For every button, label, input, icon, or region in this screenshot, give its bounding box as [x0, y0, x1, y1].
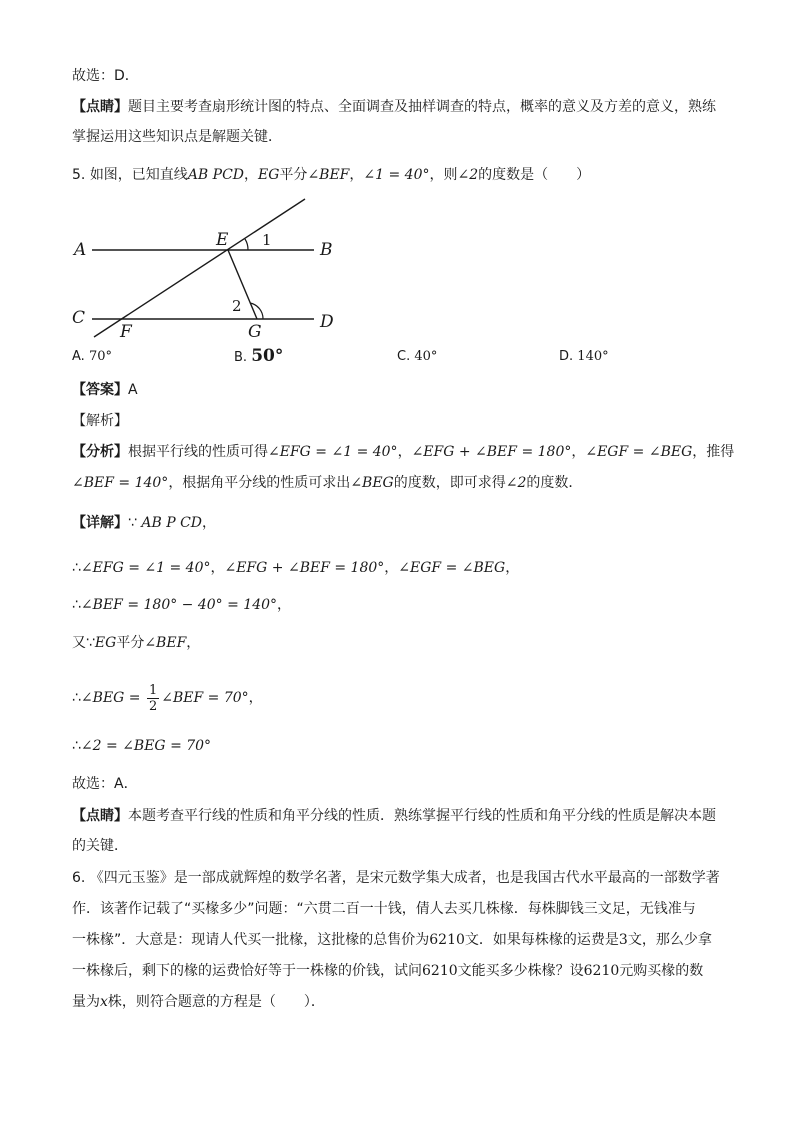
detail-math: ∠BEF = 180° − 40° = 140° [80, 597, 278, 613]
detail-text: ， [202, 515, 217, 531]
detail-tag: 【详解】 [72, 515, 128, 531]
fenxi-math: ∠EFG = ∠1 = 40° [268, 444, 398, 460]
question-6-line5 [72, 992, 325, 1012]
detail-text: ， [186, 635, 201, 651]
label-1: 1 [262, 231, 272, 249]
detail-text: ， [277, 597, 292, 613]
question-6-line1: 6. 《四元玉鉴》是一部成就辉煌的数学名著，是宋元数学集大成者，也是我国古代水平最高的一部数学著 [72, 870, 720, 886]
detail-text: ， [210, 560, 225, 576]
q6-number: 6210 [422, 963, 458, 979]
detail-line6 [72, 736, 211, 756]
fenxi-math: ∠BEG [350, 475, 394, 491]
prev-conclusion: 故选：D． [72, 68, 139, 84]
choice-d[interactable] [559, 349, 609, 364]
symbol-therefore: ∴ [72, 560, 81, 576]
math-eg: EG [258, 167, 280, 183]
q6-text: 文，那么少拿 [627, 932, 712, 948]
question-6-line2: 作．该著作记载了“买椽多少”问题：“六贯二百一十钱，倩人去买几株椽．每株脚钱三文足，无钱准与 [72, 901, 696, 917]
question-5-stem [72, 165, 590, 185]
detail-math: AB P CD [141, 515, 203, 531]
detail-line2 [72, 558, 519, 578]
fenxi-math: ∠EFG + ∠BEF = 180° [411, 444, 572, 460]
label-f: F [120, 322, 132, 342]
choice-c[interactable] [397, 349, 437, 364]
fenxi-text: ，推得 [692, 444, 735, 460]
fenxi-math: ∠2 [505, 475, 527, 491]
choice-value: 40° [414, 349, 438, 364]
note-tag: 【点睛】 [72, 808, 128, 824]
choice-value: 140° [577, 349, 609, 364]
question-6-line4 [72, 961, 703, 981]
fenxi-math: ∠EGF = ∠BEG [585, 444, 693, 460]
math-angle-1: ∠1 = 40° [363, 167, 430, 183]
stem-text: ，则 [429, 167, 458, 183]
fenxi-text: 根据平行线的性质可得 [128, 444, 268, 460]
choice-key: C. [397, 349, 411, 364]
label-a: A [74, 240, 87, 260]
detail-math: ∠BEF = 70° [161, 690, 249, 706]
q6-text: 一株椽后，剩下的椽的运费恰好等于一株椽的价钱，试问 [72, 963, 422, 979]
geometry-figure [60, 195, 360, 345]
math-parallel: P [212, 167, 223, 183]
symbol-because: 又∵ [72, 635, 95, 651]
label-e: E [216, 230, 229, 250]
fenxi-math: ∠BEF = 140° [72, 475, 169, 491]
line-transversal [94, 199, 305, 337]
detail-math: ∠BEG = [80, 690, 141, 706]
q6-text: 文能买多少株椽？设 [457, 963, 584, 979]
choice-value: 70° [88, 349, 112, 364]
detail-line4 [72, 633, 200, 653]
detail-math: ∠BEF [144, 635, 187, 651]
choice-key: A. [72, 349, 85, 364]
q6-number: 3 [618, 932, 628, 948]
math-cd: CD [222, 167, 245, 183]
stem-text: 如图，已知直线 [89, 167, 188, 183]
symbol-because: ∵ [128, 515, 137, 531]
choice-b[interactable] [234, 346, 283, 366]
prev-note-line1 [72, 97, 716, 117]
detail-text: 平分 [116, 635, 145, 651]
fenxi-text: 的度数． [526, 475, 583, 491]
stem-text: 平分 [279, 167, 308, 183]
fenxi-line2 [72, 473, 582, 493]
note-tag: 【点睛】 [72, 99, 128, 115]
answer-value: A [128, 382, 138, 398]
stem-text: ， [244, 167, 259, 183]
prev-note-line2: 掌握运用这些知识点是解题关键． [72, 129, 282, 145]
q6-text: 元购买椽的数 [619, 963, 704, 979]
note-line1 [72, 806, 716, 826]
q6-number: 6210 [583, 963, 620, 979]
note-text: 题目主要考查扇形统计图的特点、全面调查及抽样调查的特点，概率的意义及方差的意义，熟练 [128, 99, 716, 115]
fraction-one-half [147, 683, 159, 714]
detail-line1 [72, 513, 216, 533]
fenxi-line1 [72, 442, 734, 462]
q6-number: 6210 [429, 932, 465, 948]
analysis-tag: 【解析】 [72, 413, 128, 429]
q6-text: 株，则符合题意的方程是（ ）． [107, 994, 325, 1010]
fenxi-tag: 【分析】 [72, 444, 128, 460]
math-angle-2: ∠2 [457, 167, 479, 183]
fraction-numerator: 1 [148, 682, 158, 698]
label-g: G [248, 322, 262, 342]
label-2: 2 [232, 297, 242, 315]
detail-line3 [72, 595, 291, 615]
answer-line [72, 380, 138, 400]
detail-math: ∠2 = ∠BEG = 70° [80, 738, 212, 754]
angle-1-arc [245, 239, 248, 250]
q6-text: 一株椽”．大意是：现请人代买一批椽，这批椽的总售价为 [72, 932, 430, 948]
stem-text: ， [349, 167, 364, 183]
choice-value: 50° [251, 346, 284, 366]
fenxi-text: ，根据角平分线的性质可求出 [168, 475, 351, 491]
choice-a[interactable] [72, 349, 112, 364]
label-d: D [320, 312, 334, 332]
stem-text: 的度数是（ ） [478, 167, 591, 183]
detail-text: ， [384, 560, 399, 576]
detail-math: ∠EFG + ∠BEF = 180° [224, 560, 385, 576]
fenxi-text: 的度数，即可求得 [393, 475, 506, 491]
detail-math: ∠EFG = ∠1 = 40° [80, 560, 211, 576]
answer-tag: 【答案】 [72, 382, 128, 398]
detail-line5 [72, 681, 263, 715]
label-b: B [320, 240, 333, 260]
math-ab: AB [187, 167, 209, 183]
question-number: 5. [72, 167, 86, 183]
detail-math: ∠EGF = ∠BEG [398, 560, 506, 576]
detail-text: ， [248, 690, 263, 706]
fraction-denominator: 2 [148, 698, 158, 714]
q6-text: 文．如果每株椽的运费是 [464, 932, 619, 948]
symbol-therefore: ∴ [72, 738, 81, 754]
fenxi-text: ， [397, 444, 412, 460]
symbol-therefore: ∴ [72, 597, 81, 613]
choice-conclusion: 故选：A． [72, 776, 138, 792]
note-line2: 的关键． [72, 838, 128, 854]
choice-key: B. [234, 350, 248, 365]
q6-variable: x [100, 994, 108, 1010]
fenxi-text: ， [571, 444, 586, 460]
label-c: C [72, 308, 86, 328]
choice-key: D. [559, 349, 574, 364]
note-text: 本题考查平行线的性质和角平分线的性质．熟练掌握平行线的性质和角平分线的性质是解决本题 [128, 808, 716, 824]
detail-math: EG [94, 635, 117, 651]
detail-text: ， [505, 560, 520, 576]
math-angle-bef: ∠BEF [307, 167, 350, 183]
symbol-therefore: ∴ [72, 690, 81, 706]
question-6-line3 [72, 930, 712, 950]
q6-text: 量为 [72, 994, 100, 1010]
